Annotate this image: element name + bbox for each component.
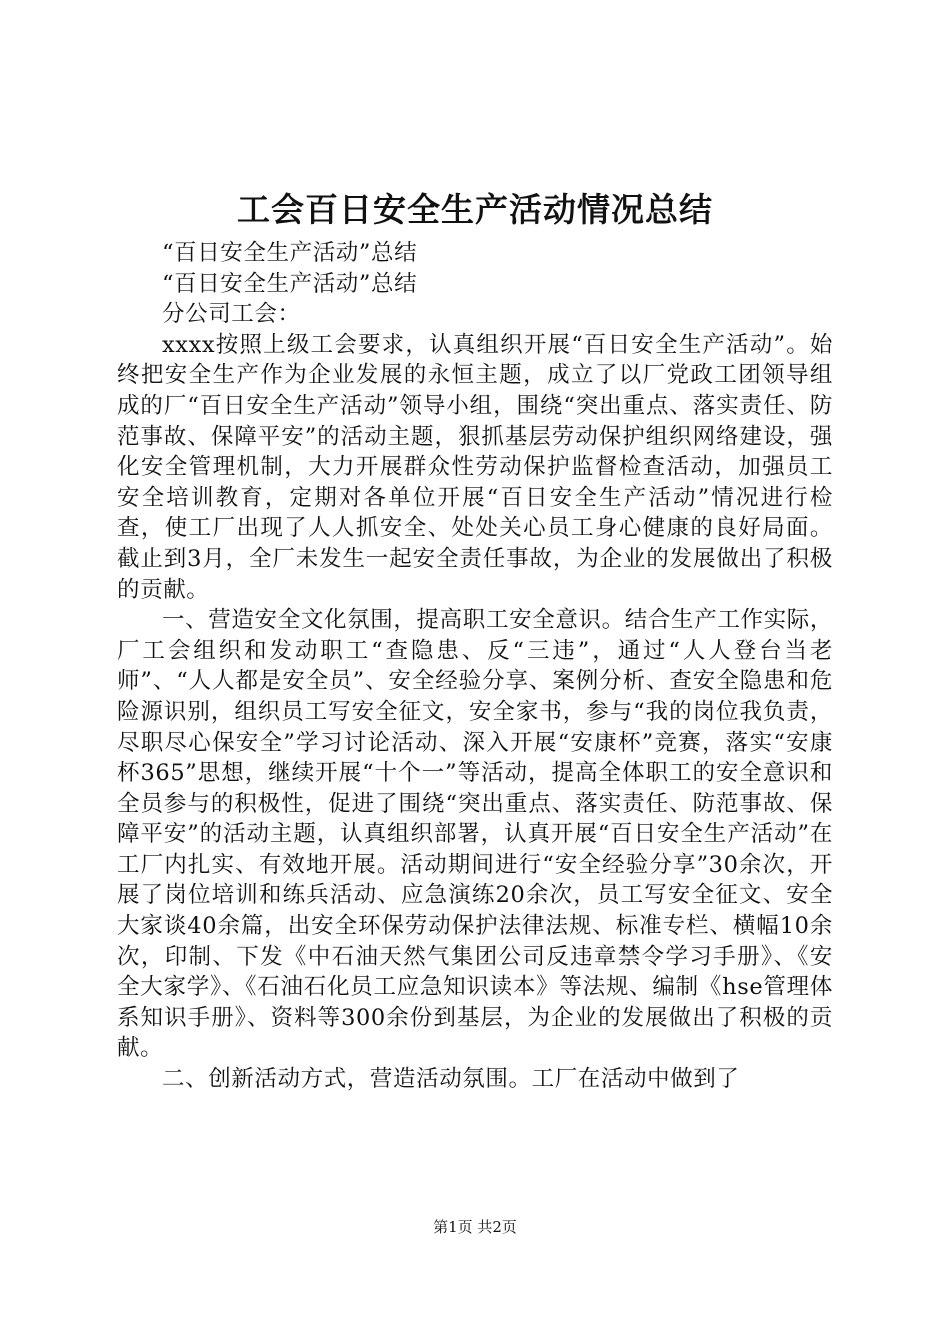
salutation: 分公司工会： [162, 301, 301, 328]
page-number-footer: 第1页 共2页 [433, 1218, 517, 1236]
subtitle-line-2: “百日安全生产活动”总结 [162, 270, 418, 297]
subtitle-line-1: “百日安全生产活动”总结 [162, 240, 418, 266]
section-two-paragraph: 二、创新活动方式，营造活动氛围。工厂在活动中做到了 [162, 1066, 740, 1093]
document-title: 工会百日安全生产活动情况总结 [237, 190, 713, 229]
section-one-paragraph: 一、营造安全文化氛围，提高职工安全意识。结合生产工作实际，厂工会组织和发动职工“查隐患、反“三违”，通过“人人登台当老师”、“人人都是安全员”、安全经验分享、案例分析、查安全隐患和危险源识别，组织员工写安全征文，安全家书，参与“我的岗位我负责，尽职尽心保安全”学习讨论活动、深入开展“安康杯”竞赛，落实“安康杯365”思想，继续开展“十个一”等活动，提高全体职工的安全意识和全员参与的积极性，促进了围绕“突出重点、落实责任、防范事故、保障平安”的活动主题，认真组织部署，认真开展“百日安全生产活动”在工厂内扎实、有效地开展。活动期间进行“安全经验分享”30余次，开展了岗位培训和练兵活动、应急演练20余次，员工写安全征文、安全大家谈40余篇，出安全环保劳动保护法律法规、标准专栏、横幅10余次，印制、下发《中石油天然气集团公司反违章禁令学习手册》、《安全大家学》、《石油石化员工应急知识读本》等法规、编制《hse管理体系知识手册》、资料等300余份到基层，为企业的发展做出了积极的贡献。 [117, 607, 833, 1062]
document-body [117, 238, 833, 1095]
intro-paragraph: xxxx按照上级工会要求，认真组织开展“百日安全生产活动”。始终把安全生产作为企业发展的永恒主题，成立了以厂党政工团领导组成的厂“百日安全生产活动”领导小组，围绕“突出重点、落实责任、防范事故、保障平安”的活动主题，狠抓基层劳动保护组织网络建设，强化安全管理机制，大力开展群众性劳动保护监督检查活动，加强员工安全培训教育，定期对各单位开展“百日安全生产活动”情况进行检查，使工厂出现了人人抓安全、处处关心员工身心健康的良好局面。截止到3月，全厂未发生一起安全责任事故，为企业的发展做出了积极的贡献。 [117, 331, 833, 603]
